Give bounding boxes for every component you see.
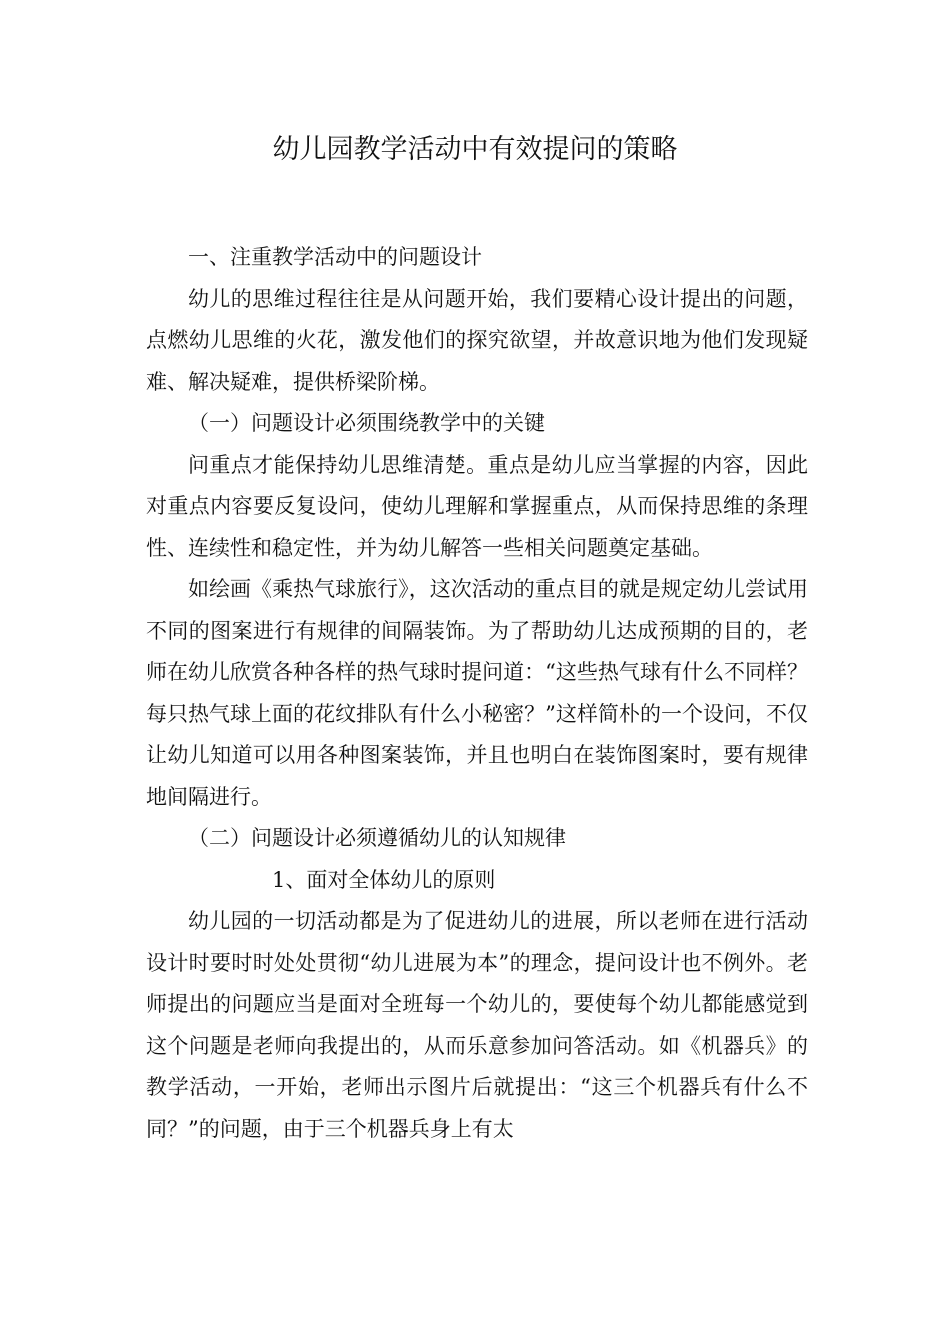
document-body <box>146 237 808 1150</box>
body-paragraph: 幼儿园的一切活动都是为了促进幼儿的进展，所以老师在进行活动设计时要时时处处贯彻“幼儿进展为本”的理念，提问设计也不例外。老师提出的问题应当是面对全班每一个幼儿的，要使每个幼儿都能感觉到这个问题是老师向我提出的，从而乐意参加问答活动。如《机器兵》的教学活动，一开始，老师出示图片后就提出：“这三个机器兵有什么不同？”的问题，由于三个机器兵身上有太 <box>146 909 808 1141</box>
body-paragraph: 问重点才能保持幼儿思维清楚。重点是幼儿应当掌握的内容，因此对重点内容要反复设问，使幼儿理解和掌握重点，从而保持思维的条理性、连续性和稳定性，并为幼儿解答一些相关问题奠定基础。 <box>146 452 808 560</box>
body-paragraph: 如绘画《乘热气球旅行》，这次活动的重点目的就是规定幼儿尝试用不同的图案进行有规律的间隔装饰。为了帮助幼儿达成预期的目的，老师在幼儿欣赏各种各样的热气球时提问道：“这些热气球有什么不同样？每只热气球上面的花纹排队有什么小秘密？”这样简朴的一个设问，不仅让幼儿知道可以用各种图案装饰，并且也明白在装饰图案时，要有规律地间隔进行。 <box>146 577 808 809</box>
body-paragraph: 幼儿的思维过程往往是从问题开始，我们要精心设计提出的问题，点燃幼儿思维的火花，激发他们的探究欲望，并故意识地为他们发现疑难、解决疑难，提供桥梁阶梯。 <box>146 286 808 394</box>
section-heading: 一、注重教学活动中的问题设计 <box>188 245 482 269</box>
subsection-heading: （二）问题设计必须遵循幼儿的认知规律 <box>188 826 566 850</box>
subsection-heading: （一）问题设计必须围绕教学中的关键 <box>188 411 545 435</box>
numbered-heading: 1、面对全体幼儿的原则 <box>272 867 496 892</box>
document-title: 幼儿园教学活动中有效提问的策略 <box>272 134 678 165</box>
